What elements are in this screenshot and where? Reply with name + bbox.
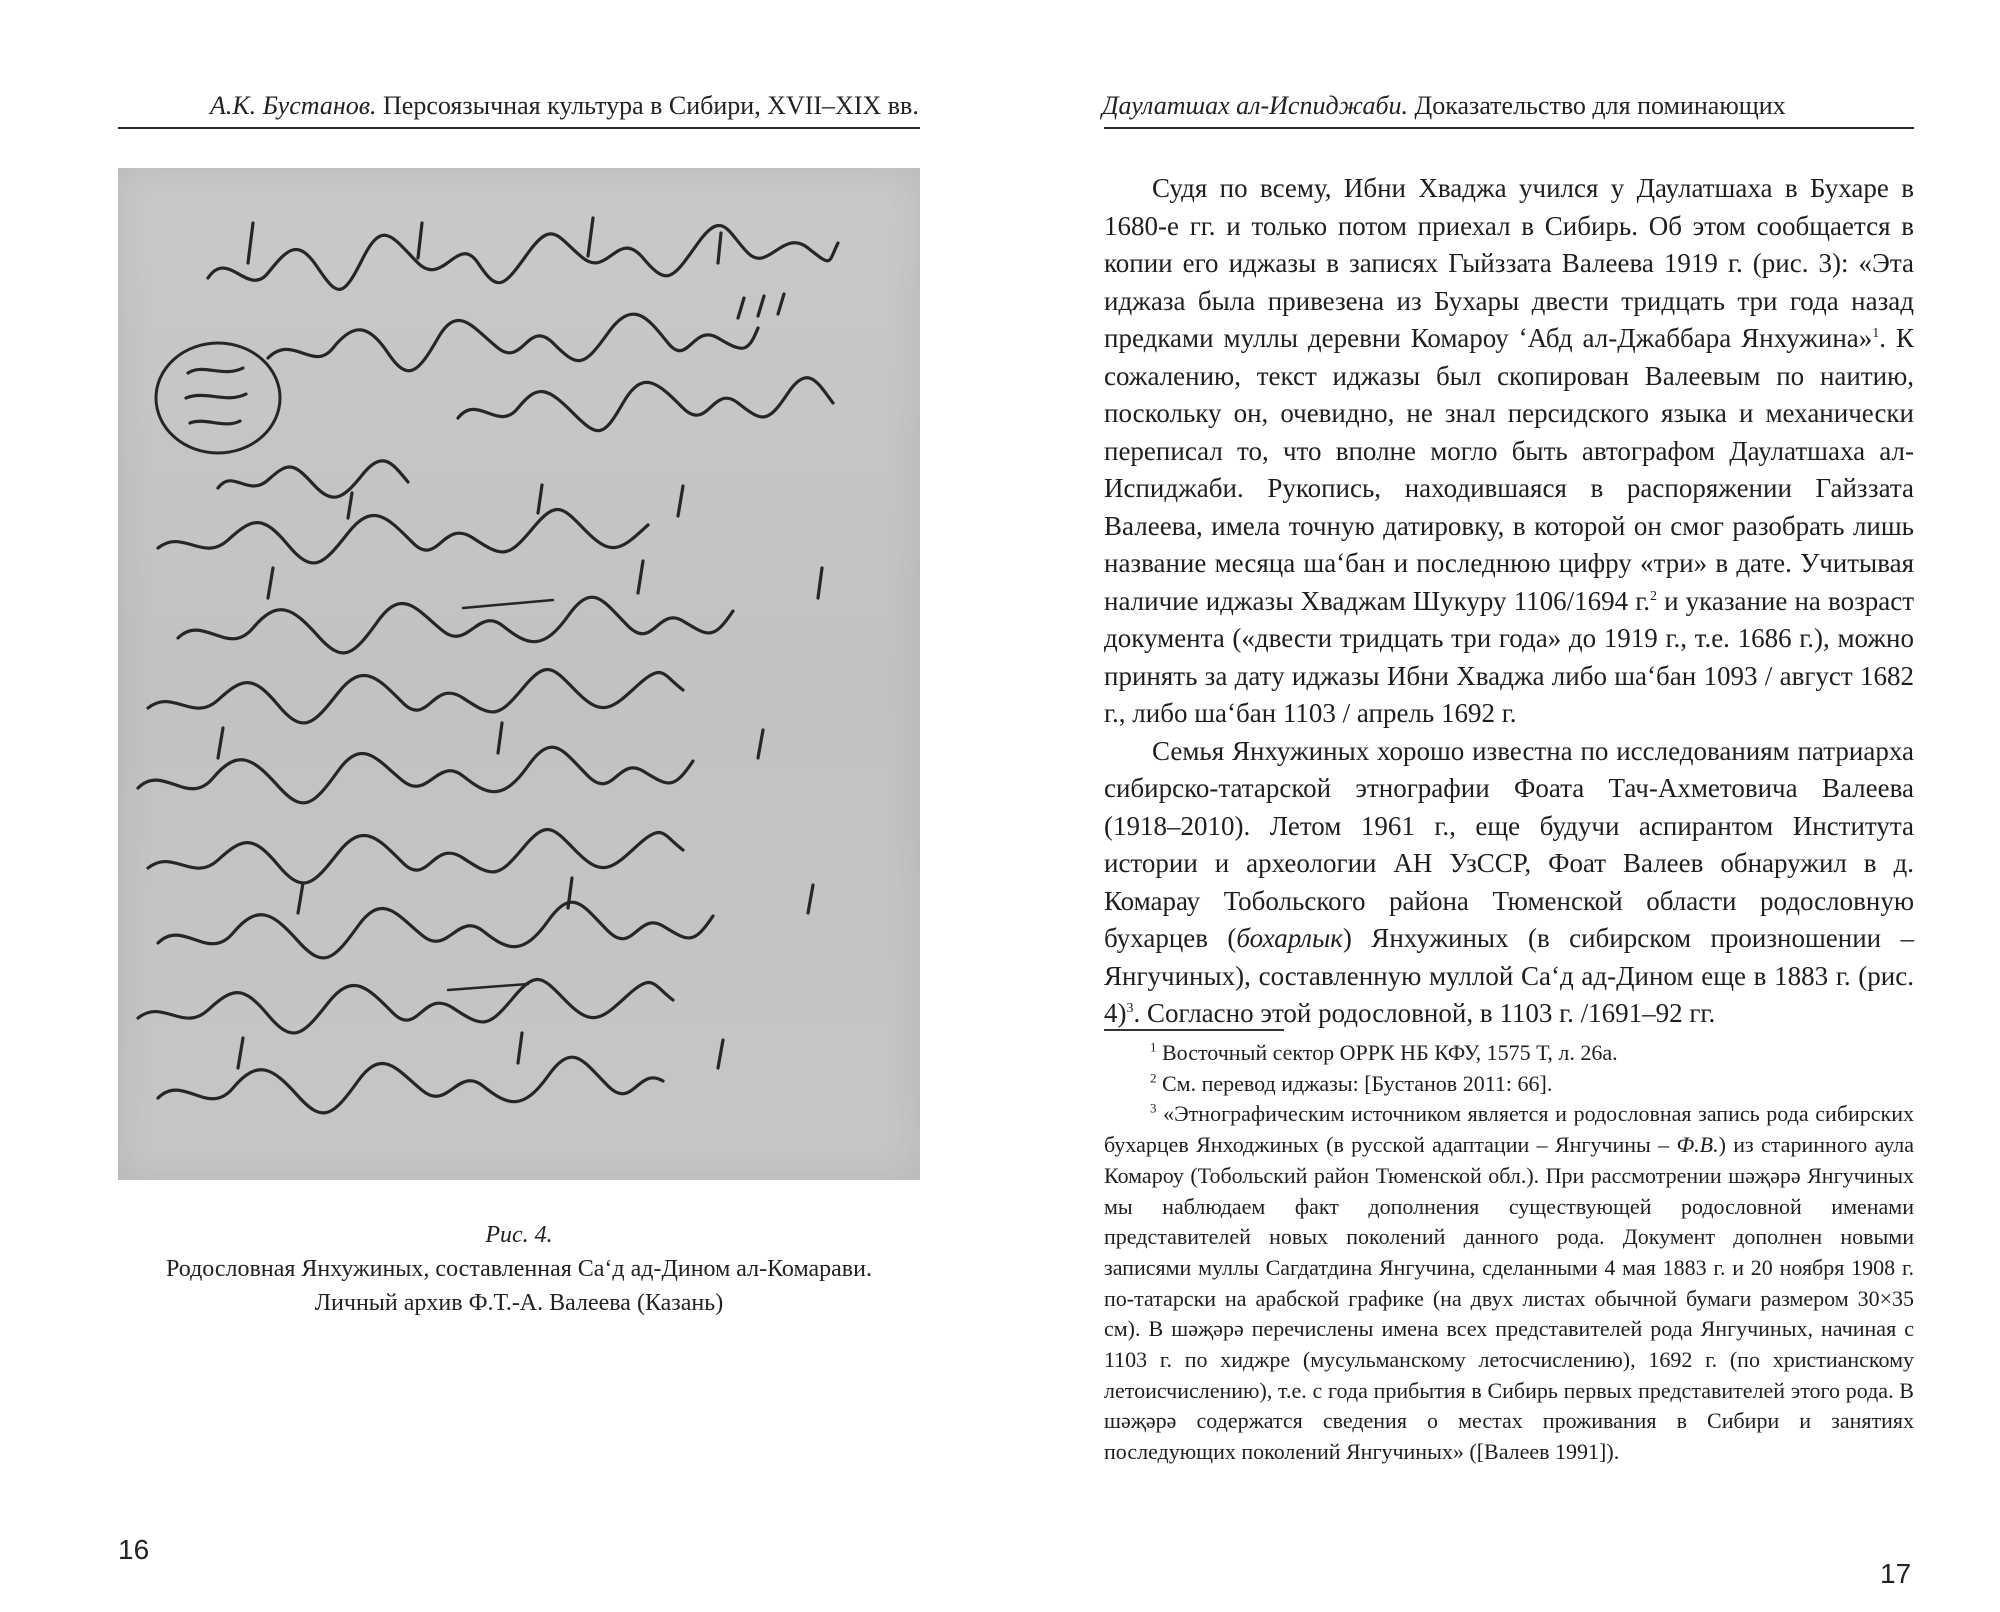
footnote-2 (1104, 1069, 1914, 1100)
body-text (1104, 170, 1914, 1033)
page-number-right: 17 (1880, 1558, 1912, 1589)
caption-line-1: Родословная Янхужиных, составленная Са‘д ад-Дином ал-Комарави. (166, 1256, 872, 1282)
paragraph-1-text-b: . К сожалению, текст иджазы был скопирован Валеевым по наитию, поскольку он, очевидно, не знал персидского языка и механически переписал то, что вполне могло быть автографом Даулатшаха ал-Испиджаби. Рукопись, находившаяся в распоряжении Гайззата Валеева, имела точную датировку, в которой он смог разобрать лишь название месяца ша‘бан и последнюю цифру «три» в дате. Учитывая наличие иджазы Хваджам Шукуру 1106/1694 г. (1104, 323, 1915, 616)
footnote-text-b: ) из старинного аула Комароу (Тобольский район Тюменской обл.). При рассмотрении шәҗәрә Янгучиных мы наблюдаем факт дополнения существующей родословной именами представителей новых поколений данного рода. Документ дополнен новыми записями муллы Сагдатдина Янгучина, сделанными 4 мая 1883 г. и 20 ноября 1908 г. по-татарски на арабской графике (на двух листах обычной бумаги размером 30×35 см). В шәҗәрә перечислены имена всех представителей рода Янгучиных, начиная с 1103 г. по хиджре (мусульманскому летосчислению), 1692 г. (по христианскому летоисчислению), т.е. с года прибытия в Сибирь первых представителей этого рода. В шәҗәрә содержатся сведения о местах проживания в Сибири и занятиях последующих поколений Янгучиных» ([Валеев 1991]). (1104, 1132, 1914, 1465)
manuscript-figure (118, 168, 920, 1180)
footnote-ref-2: 2 (1649, 588, 1657, 604)
page-number-left: 16 (118, 1534, 150, 1565)
footnote-text-a: «Этнографическим источником является и родословная запись рода сибирских бухарцев Янходжиных (в русской адаптации – Янгучины – (1104, 1101, 1915, 1158)
running-head-title: Персоязычная культура в Сибири, XVII–XIX вв. (383, 91, 919, 120)
footnote-text: Восточный сектор ОРРК НБ КФУ, 1575 Т, л. 26а. (1162, 1040, 1618, 1065)
footnotes (1104, 1038, 1914, 1468)
paragraph-1-text-a: Судя по всему, Ибни Хваджа учился у Даулатшаха в Бухаре в 1680-е гг. и только потом приехал в Сибирь. Об этом сообщается в копии его иджазы в записях Гыйззата Валеева 1919 г. (рис. 3): «Эта иджаза была привезена из Бухары двести тридцать три года назад предками муллы деревни Комароу ‘Абд ал-Джаббара Янхужина» (1104, 173, 1914, 353)
paragraph-2 (1104, 733, 1914, 1033)
running-head-left (210, 90, 919, 122)
handwritten-genealogy-image (118, 168, 920, 1180)
paragraph-1 (1104, 170, 1914, 733)
figure-caption (118, 1218, 920, 1320)
figure-label: Рис. 4. (485, 1222, 553, 1248)
paragraph-2-italic-term: бохарлык (1236, 923, 1343, 953)
footnote-3 (1104, 1099, 1914, 1467)
right-page (1010, 0, 2000, 1612)
footnote-ref-3: 3 (1126, 1001, 1134, 1016)
footnote-mark: 1 (1150, 1039, 1157, 1055)
footnote-text-italic: Ф.В. (1676, 1132, 1719, 1158)
header-rule (118, 127, 920, 129)
footnote-1 (1104, 1038, 1914, 1069)
footnote-separator (1104, 1029, 1284, 1031)
running-head-title: Доказательство для поминающих (1414, 91, 1786, 120)
paragraph-2-text-b: ) Янхужиных (в сибирском произношении – Янгучиных), составленную муллой Са‘д ад-Дином еще в 1883 г. (рис. 4) (1104, 923, 1914, 1028)
footnote-mark: 3 (1150, 1101, 1157, 1117)
paragraph-2-text-c: . Согласно этой родословной, в 1103 г. /1691–92 гг. (1133, 998, 1716, 1028)
caption-line-2: Личный архив Ф.Т.-А. Валеева (Казань) (314, 1290, 724, 1316)
running-head-author: Даулатшах ал-Испиджаби. (1102, 91, 1409, 120)
running-head-author: А.К. Бустанов. (210, 91, 377, 120)
footnote-text: См. перевод иджазы: [Бустанов 2011: 66]. (1162, 1070, 1553, 1096)
header-rule (1104, 127, 1914, 129)
left-page (0, 0, 980, 1612)
running-head-right (1102, 90, 1786, 122)
footnote-mark: 2 (1150, 1070, 1157, 1086)
footnote-ref-1: 1 (1872, 326, 1880, 341)
paragraph-2-text-a: Семья Янхужиных хорошо известна по исследованиям патриарха сибирско-татарской этнографии Фоата Тач-Ахметовича Валеева (1918–2010). Летом 1961 г., еще будучи аспирантом Института истории и археологии АН УзССР, Фоат Валеев обнаружил в д. Комарау Тобольского района Тюменской области родословную бухарцев ( (1104, 735, 1914, 953)
paragraph-1-text-c: и указание на возраст документа («двести тридцать три года» до 1919 г., т.е. 1686 г.), можно принять за дату иджазы Ибни Хваджа либо ша‘бан 1093 / август 1682 г., либо ша‘бан 1103 / апрель 1692 г. (1104, 585, 1914, 728)
